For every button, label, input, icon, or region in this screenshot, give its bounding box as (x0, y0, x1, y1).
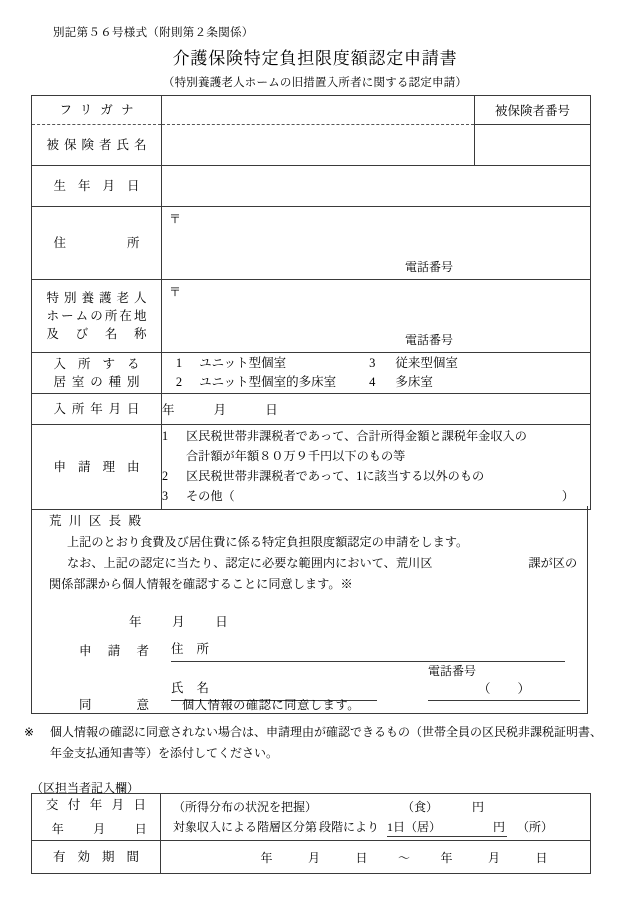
room-type-option-4[interactable]: 多床室 (395, 375, 433, 389)
reason-text-1: 区民税世帯非課税者であって、合計所得金額と課税年金収入の (186, 429, 527, 444)
reason-text-3: その他（ (186, 488, 235, 503)
table-row-admission-date (32, 394, 591, 425)
room-type-label-line-2: 居室の種別 (53, 375, 140, 389)
form-number: 別記第５６号様式（附則第２条関係） (53, 27, 254, 39)
office-use-table (31, 793, 591, 874)
tier-suffix: 段階により (319, 820, 380, 834)
declaration-line-3: 関係部課から個人情報を確認することに同意します。※ (49, 577, 353, 591)
reason-text-2: 区民税世帯非課税者であって、1に該当する以外のもの (186, 469, 485, 483)
reason-options-cell (162, 425, 591, 510)
table-row-issue-date (32, 794, 591, 817)
residence-amount-field[interactable] (387, 818, 507, 837)
admission-year-label: 年 (162, 403, 176, 417)
declaration-month-label: 月 (172, 615, 185, 629)
room-type-label-cell (32, 353, 162, 394)
reason-number-1: 1 (162, 429, 169, 444)
room-type-label-line-1: 入所する (53, 356, 140, 371)
reason-number-2: 2 (162, 469, 169, 483)
room-type-row-2 (162, 373, 590, 392)
room-type-number-4: 4 (369, 375, 376, 389)
birthdate-input-cell[interactable] (162, 166, 591, 207)
declaration-box (31, 506, 588, 714)
address-label: 住所 (53, 235, 140, 250)
consent-label-text: 同意 (79, 698, 149, 712)
declaration-day-label: 日 (215, 615, 228, 629)
valid-from-day-label: 日 (355, 850, 368, 865)
admission-date-label: 入所年月日 (53, 401, 140, 416)
facility-label-cell (32, 280, 162, 353)
reason-label-cell (32, 425, 162, 510)
tel-paren-close: ） (517, 682, 530, 696)
income-line-1 (161, 797, 590, 816)
birthdate-label: 生年月日 (53, 178, 140, 193)
reason-item-1[interactable] (162, 427, 590, 447)
insured-number-label: 被保険者番号 (494, 104, 570, 118)
residence-yen-label: 円 (492, 820, 505, 834)
declaration-line-2a: なお、上記の認定に当たり、認定に必要な範囲内において、荒川区 (67, 556, 433, 570)
facility-label-line-1: 特別養護老人 (46, 290, 147, 305)
table-row-valid-period (32, 841, 591, 874)
table-row-birthdate (32, 166, 591, 207)
reason-item-3[interactable] (162, 487, 590, 507)
place-label: （所） (517, 820, 554, 834)
room-type-option-2[interactable]: ユニット型個室的多床室 (199, 375, 337, 389)
reason-number-3: 3 (162, 488, 169, 503)
valid-from-month-label: 月 (307, 850, 321, 865)
facility-input-cell[interactable] (162, 280, 591, 353)
tel-paren-open: （ (478, 682, 491, 696)
applicant-tel-label: 電話番号 (428, 664, 477, 678)
table-row-insured-name (32, 125, 591, 166)
valid-to-month-label: 月 (487, 850, 501, 865)
consent-label (79, 696, 149, 714)
facility-tel-label: 電話番号 (405, 333, 454, 347)
room-type-number-3: 3 (369, 355, 376, 370)
furigana-input-cell[interactable] (162, 96, 475, 125)
insured-name-input-cell[interactable] (162, 125, 475, 166)
table-row-address (32, 207, 591, 280)
applicant-address-field[interactable] (171, 640, 565, 662)
document-title: 介護保険特定負担限度額認定申請書 (172, 49, 458, 68)
birthdate-label-cell (32, 166, 162, 207)
room-type-option-3[interactable]: 従来型個室 (395, 355, 458, 370)
insured-number-label-cell (475, 96, 591, 125)
room-type-options-cell (162, 353, 591, 394)
admission-month-label: 月 (213, 403, 227, 417)
declaration-line-2 (67, 554, 577, 571)
meal-yen-label: 円 (472, 800, 485, 814)
applicant-info-table (31, 95, 591, 510)
applicant-address-label: 住所 (171, 642, 209, 656)
residence-label: 1日（居） (387, 820, 442, 834)
income-note: （所得分布の状況を把握） (173, 800, 318, 814)
table-row-reason (32, 425, 591, 510)
address-tel-label: 電話番号 (405, 260, 454, 274)
furigana-label-cell (32, 96, 162, 125)
applicant-tel-field[interactable] (428, 679, 580, 701)
room-type-row-1 (162, 354, 590, 373)
document-subtitle: （特別養護老人ホームの旧措置入所者に関する認定申請） (162, 77, 468, 89)
valid-to-day-label: 日 (535, 850, 548, 865)
meal-label: （食） (402, 800, 439, 814)
room-type-number-2: 2 (175, 375, 183, 389)
footnote-text-1: 個人情報の確認に同意されない場合は、申請理由が確認できるもの（世帯全員の区民税非課税証明書、 (50, 725, 603, 739)
room-type-number-1: 1 (175, 355, 183, 370)
footnote-mark-icon: ※ (24, 725, 35, 739)
addressee (49, 512, 141, 530)
footnote (24, 722, 604, 764)
admission-date-label-cell (32, 394, 162, 425)
office-section-label: （区担当者記入欄） (31, 781, 140, 795)
furigana-label: フリガナ (59, 102, 134, 117)
reason-text-1-cont: 合計額が年額８０万９千円以下のもの等 (186, 449, 406, 464)
applicant-name-label: 氏名 (171, 681, 209, 695)
valid-period-label-cell (32, 841, 161, 874)
declaration-year-label: 年 (129, 615, 142, 629)
valid-period-input-cell[interactable] (161, 841, 591, 874)
reason-item-2[interactable] (162, 467, 590, 487)
tier-text: 対象収入による階層区分第 (173, 820, 318, 834)
addressee-text: 荒川区長殿 (49, 514, 141, 528)
facility-label-line-3: 及び名称 (46, 327, 147, 342)
admission-date-input-cell[interactable] (162, 394, 591, 425)
address-label-cell (32, 207, 162, 280)
period-tilde: ～ (397, 850, 411, 865)
consent-statement: 個人情報の確認に同意します。 (182, 698, 361, 712)
issue-day-label: 日 (134, 821, 148, 836)
table-row-room-type (32, 353, 591, 394)
reason-3-paren-close: ） (561, 488, 574, 503)
postal-mark-icon: 〒 (169, 212, 182, 226)
applicant-label (79, 642, 149, 660)
issue-date-label: 交付年月日 (46, 797, 146, 812)
facility-postal-mark-icon: 〒 (169, 285, 182, 299)
issue-date-label-cell (32, 794, 161, 817)
issue-year-label: 年 (51, 821, 65, 836)
insured-name-label-cell (32, 125, 162, 166)
applicant-label-text: 申請者 (79, 644, 149, 658)
reason-label: 申請理由 (53, 459, 140, 474)
valid-period-label: 有効期間 (53, 849, 139, 864)
declaration-line-2b: 課が区の (528, 556, 578, 570)
issue-date-input-cell[interactable] (32, 816, 161, 841)
room-type-option-1[interactable]: ユニット型個室 (199, 355, 287, 370)
insured-name-label: 被保険者氏名 (46, 137, 147, 152)
facility-label-line-2: ホームの所在地 (46, 308, 147, 323)
table-row-furigana (32, 96, 591, 125)
address-input-cell[interactable] (162, 207, 591, 280)
income-assessment-cell (161, 794, 591, 841)
valid-from-year-label: 年 (260, 850, 273, 865)
table-row-facility (32, 280, 591, 353)
valid-to-year-label: 年 (440, 850, 453, 865)
admission-day-label: 日 (265, 403, 279, 417)
declaration-date[interactable] (129, 612, 255, 630)
declaration-line-1: 上記のとおり食費及び居住費に係る特定負担限度額認定の申請をします。 (67, 535, 469, 549)
footnote-text-2: 年金支払通知書等）を添付してください。 (50, 746, 279, 760)
issue-month-label: 月 (93, 821, 106, 836)
insured-number-input-cell[interactable] (475, 125, 591, 166)
income-line-2 (161, 816, 590, 837)
footnote-line-1 (24, 722, 604, 743)
